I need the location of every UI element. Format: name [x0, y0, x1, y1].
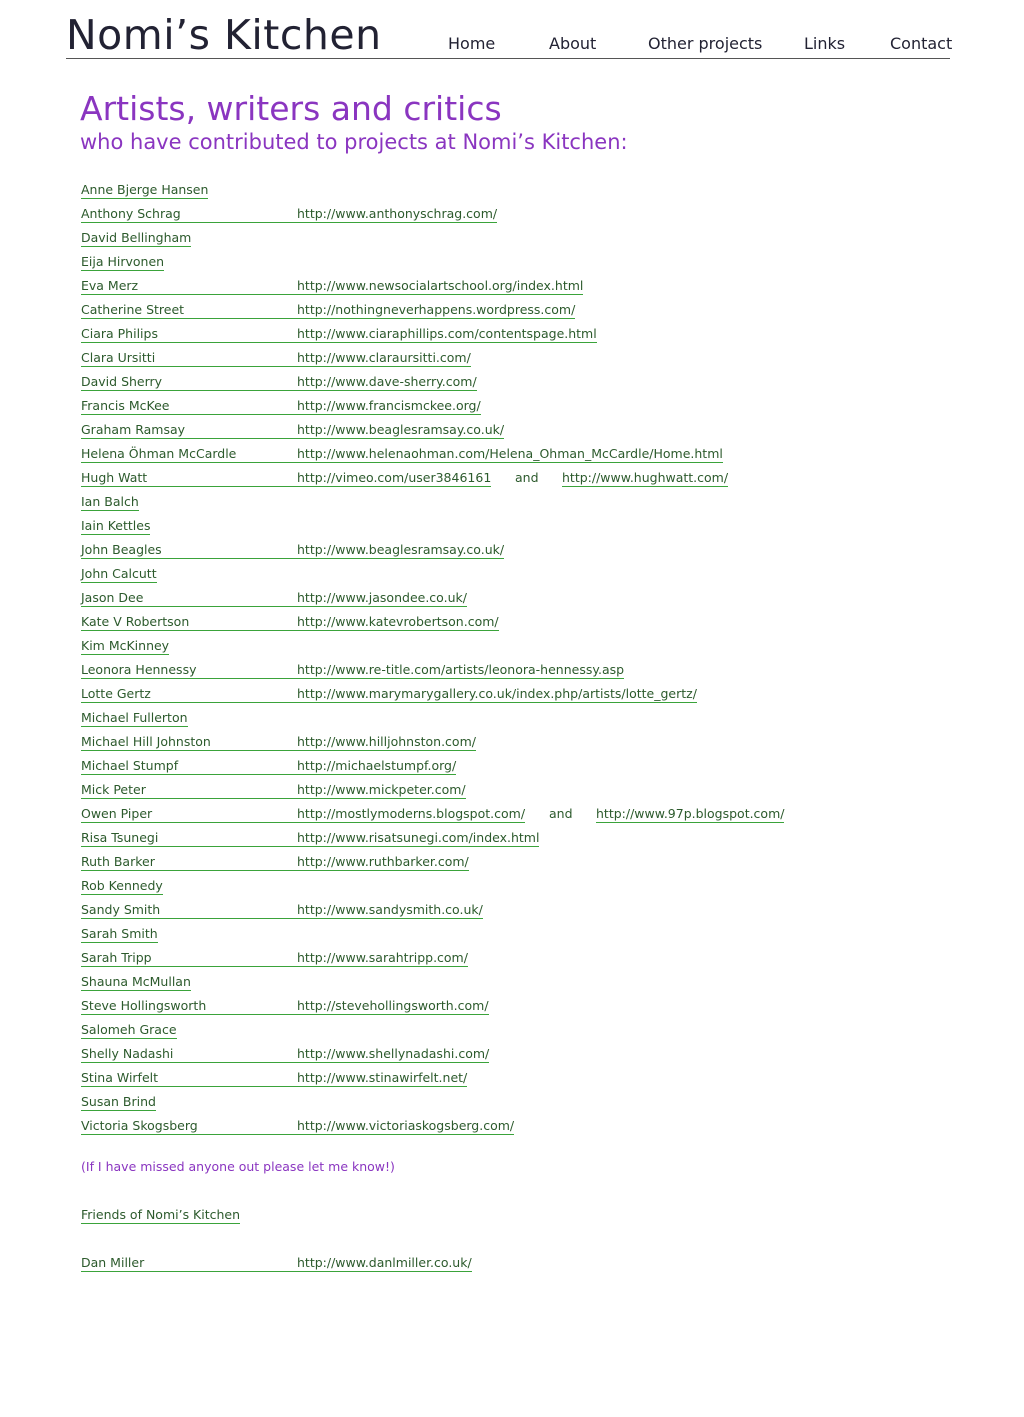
- row-underline: [81, 438, 504, 439]
- contributor-website-link[interactable]: http://www.helenaohman.com/Helena_Ohman_McCardle/Home.html: [297, 446, 723, 461]
- row-underline: [81, 774, 456, 775]
- contributor-website-link[interactable]: http://www.shellynadashi.com/: [297, 1046, 490, 1061]
- contributor-name-link[interactable]: Iain Kettles: [81, 518, 151, 533]
- nav-home[interactable]: Home: [448, 34, 496, 53]
- row-underline: [81, 414, 481, 415]
- contributor-name-link[interactable]: John Beagles: [81, 542, 162, 557]
- contributor-name-link[interactable]: Helena Öhman McCardle: [81, 446, 237, 461]
- contributor-website-link[interactable]: http://www.sandysmith.co.uk/: [297, 902, 483, 917]
- missing-note: (If I have missed anyone out please let me know!): [81, 1159, 395, 1174]
- nav-links[interactable]: Links: [804, 34, 846, 53]
- row-underline: [81, 678, 624, 679]
- friends-heading[interactable]: Friends of Nomi’s Kitchen: [81, 1207, 241, 1222]
- contributor-name-link[interactable]: Michael Stumpf: [81, 758, 179, 773]
- contributor-name-link[interactable]: David Sherry: [81, 374, 163, 389]
- contributor-website-link[interactable]: http://www.stinawirfelt.net/: [297, 1070, 468, 1085]
- contributor-website-link[interactable]: http://www.newsocialartschool.org/index.html: [297, 278, 584, 293]
- row-underline: [81, 486, 491, 487]
- nav-other-projects[interactable]: Other projects: [648, 34, 763, 53]
- contributor-website-link[interactable]: http://www.risatsunegi.com/index.html: [297, 830, 540, 845]
- row-underline: [81, 1271, 472, 1272]
- contributor-website-link[interactable]: http://www.danlmiller.co.uk/: [297, 1255, 472, 1270]
- contributor-name-link[interactable]: Jason Dee: [81, 590, 144, 605]
- row-underline: [81, 606, 467, 607]
- contributor-name-link[interactable]: Kate V Robertson: [81, 614, 190, 629]
- contributor-name-link[interactable]: Michael Fullerton: [81, 710, 188, 725]
- contributor-website-link[interactable]: http://stevehollingsworth.com/: [297, 998, 489, 1013]
- row-underline: [81, 798, 466, 799]
- site-title[interactable]: Nomi’s Kitchen: [66, 11, 382, 59]
- row-underline: [81, 318, 575, 319]
- contributor-website-link[interactable]: http://mostlymoderns.blogspot.com/: [297, 806, 526, 821]
- row-underline: [81, 846, 539, 847]
- row-underline: [81, 918, 483, 919]
- contributor-website-link[interactable]: http://www.hilljohnston.com/: [297, 734, 476, 749]
- contributor-website-link[interactable]: http://www.re-title.com/artists/leonora-hennessy.asp: [297, 662, 625, 677]
- row-underline: [81, 222, 497, 223]
- contributor-website-link[interactable]: http://www.marymarygallery.co.uk/index.php/artists/lotte_gertz/: [297, 686, 697, 701]
- contributor-name-link[interactable]: Dan Miller: [81, 1255, 145, 1270]
- contributor-name-link[interactable]: John Calcutt: [81, 566, 157, 581]
- contributor-name-link[interactable]: Eija Hirvonen: [81, 254, 165, 269]
- contributor-name-link[interactable]: Owen Piper: [81, 806, 153, 821]
- row-underline: [81, 750, 476, 751]
- contributor-name-link[interactable]: Michael Hill Johnston: [81, 734, 211, 749]
- contributor-name-link[interactable]: Anthony Schrag: [81, 206, 181, 221]
- contributor-website-link[interactable]: http://www.claraursitti.com/: [297, 350, 471, 365]
- contributor-name-link[interactable]: Kim McKinney: [81, 638, 170, 653]
- contributor-name-link[interactable]: Hugh Watt: [81, 470, 148, 485]
- row-underline: [81, 1134, 514, 1135]
- row-underline: [81, 1062, 489, 1063]
- contributor-name-link[interactable]: Susan Brind: [81, 1094, 156, 1109]
- and-text: and: [515, 470, 539, 485]
- contributor-website-link[interactable]: http://nothingneverhappens.wordpress.com/: [297, 302, 576, 317]
- contributor-name-link[interactable]: Sarah Smith: [81, 926, 158, 941]
- contributor-name-link[interactable]: Risa Tsunegi: [81, 830, 159, 845]
- contributor-website-link-2[interactable]: http://www.97p.blogspot.com/: [596, 806, 785, 821]
- contributor-website-link[interactable]: http://www.beaglesramsay.co.uk/: [297, 422, 505, 437]
- row-underline: [81, 1086, 467, 1087]
- contributor-name-link[interactable]: Lotte Gertz: [81, 686, 151, 701]
- contributor-name-link[interactable]: Shelly Nadashi: [81, 1046, 174, 1061]
- contributor-name-link[interactable]: Stina Wirfelt: [81, 1070, 159, 1085]
- contributor-name-link[interactable]: Shauna McMullan: [81, 974, 191, 989]
- page-subheading: who have contributed to projects at Nomi’s Kitchen:: [80, 130, 628, 154]
- contributor-name-link[interactable]: Clara Ursitti: [81, 350, 156, 365]
- contributor-website-link[interactable]: http://www.ciaraphillips.com/contentspage.html: [297, 326, 597, 341]
- nav-contact[interactable]: Contact: [890, 34, 953, 53]
- row-underline: [81, 390, 477, 391]
- contributor-name-link[interactable]: David Bellingham: [81, 230, 192, 245]
- site-header: [66, 10, 953, 59]
- contributor-website-link[interactable]: http://www.katevrobertson.com/: [297, 614, 499, 629]
- contributor-website-link[interactable]: http://vimeo.com/user3846161: [297, 470, 492, 485]
- contributor-name-link[interactable]: Salomeh Grace: [81, 1022, 177, 1037]
- contributor-website-link[interactable]: http://www.mickpeter.com/: [297, 782, 466, 797]
- contributor-name-link[interactable]: Sandy Smith: [81, 902, 161, 917]
- row-underline: [81, 1014, 489, 1015]
- nav-about[interactable]: About: [549, 34, 597, 53]
- contributor-website-link-2[interactable]: http://www.hughwatt.com/: [562, 470, 729, 485]
- contributor-website-link[interactable]: http://www.dave-sherry.com/: [297, 374, 477, 389]
- row-underline: [81, 702, 697, 703]
- contributor-name-link[interactable]: Steve Hollingsworth: [81, 998, 207, 1013]
- contributor-name-link[interactable]: Eva Merz: [81, 278, 139, 293]
- contributor-name-link[interactable]: Rob Kennedy: [81, 878, 163, 893]
- contributor-name-link[interactable]: Anne Bjerge Hansen: [81, 182, 209, 197]
- row-underline: [81, 870, 469, 871]
- and-text: and: [549, 806, 573, 821]
- contributor-name-link[interactable]: Ruth Barker: [81, 854, 155, 869]
- contributor-website-link[interactable]: http://www.ruthbarker.com/: [297, 854, 469, 869]
- contributor-website-link[interactable]: http://www.victoriaskogsberg.com/: [297, 1118, 515, 1133]
- row-underline: [81, 294, 583, 295]
- contributor-name-link[interactable]: Leonora Hennessy: [81, 662, 197, 677]
- contributor-website-link[interactable]: http://www.sarahtripp.com/: [297, 950, 468, 965]
- contributor-website-link[interactable]: http://www.anthonyschrag.com/: [297, 206, 498, 221]
- row-underline: [81, 630, 499, 631]
- contributor-name-link[interactable]: Ian Balch: [81, 494, 139, 509]
- contributor-name-link[interactable]: Victoria Skogsberg: [81, 1118, 198, 1133]
- contributor-name-link[interactable]: Ciara Philips: [81, 326, 158, 341]
- contributor-name-link[interactable]: Sarah Tripp: [81, 950, 152, 965]
- row-underline: [81, 558, 504, 559]
- row-underline: [81, 966, 468, 967]
- row-underline: [81, 366, 471, 367]
- contributor-name-link[interactable]: Graham Ramsay: [81, 422, 186, 437]
- contributor-name-link[interactable]: Mick Peter: [81, 782, 146, 797]
- contributor-name-link[interactable]: Catherine Street: [81, 302, 185, 317]
- row-underline: [81, 462, 723, 463]
- contributor-website-link[interactable]: http://www.beaglesramsay.co.uk/: [297, 542, 505, 557]
- contributor-website-link[interactable]: http://michaelstumpf.org/: [297, 758, 457, 773]
- contributor-website-link[interactable]: http://www.jasondee.co.uk/: [297, 590, 467, 605]
- contributor-website-link[interactable]: http://www.francismckee.org/: [297, 398, 481, 413]
- page-heading: Artists, writers and critics: [80, 89, 502, 128]
- row-underline: [81, 822, 525, 823]
- contributor-name-link[interactable]: Francis McKee: [81, 398, 170, 413]
- row-underline: [81, 342, 597, 343]
